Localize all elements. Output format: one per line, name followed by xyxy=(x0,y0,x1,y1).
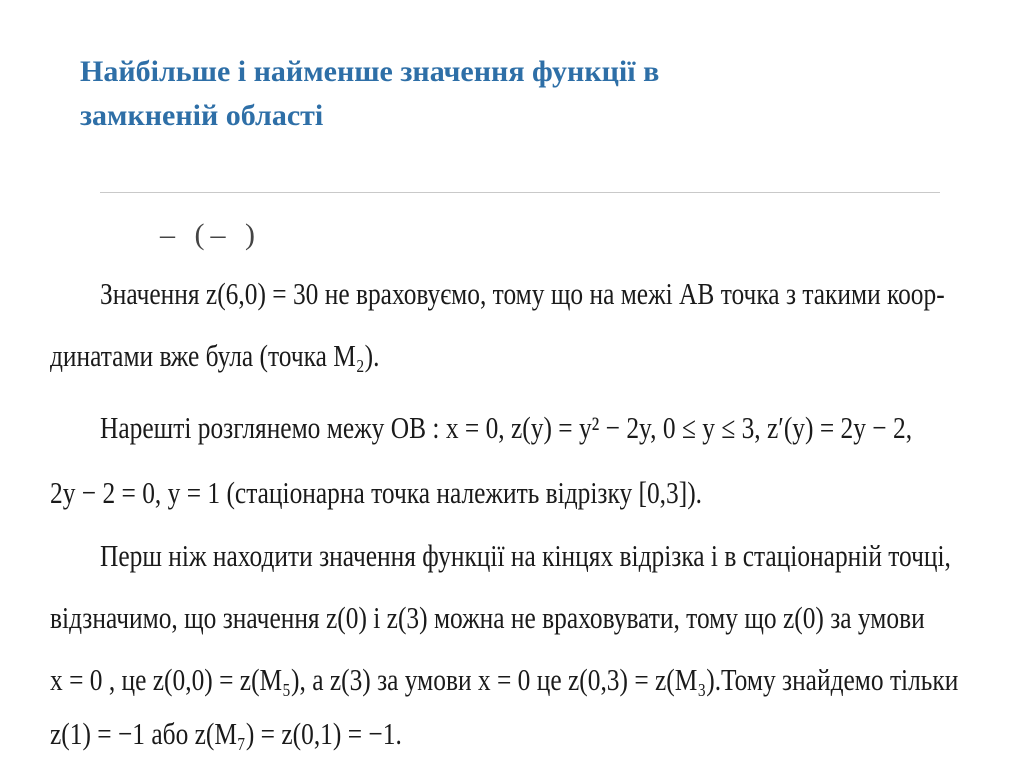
slide-title-line-1: Найбільше і найменше значення функції в xyxy=(80,55,660,88)
text-line-2: динатами вже була (точка M₂). xyxy=(50,338,380,373)
slide-title-line-2: замкненій області xyxy=(80,99,324,132)
text-line-1: Значення z(6,0) = 30 не враховуємо, тому що на межі AB точка з такими коор- xyxy=(100,276,945,311)
title-divider xyxy=(100,192,940,193)
text-line-7: x = 0 , це z(0,0) = z(M₅), а z(3) за умови x = 0 це z(0,3) = z(M₃).Тому знайдемо тільки xyxy=(50,662,959,697)
text-line-8: z(1) = −1 або z(M₇) = z(0,1) = −1. xyxy=(50,716,402,751)
slide-title xyxy=(80,50,940,138)
scanned-text-image xyxy=(50,218,980,756)
text-line-5: Перш ніж находити значення функції на кінцях відрізка і в стаціонарній точці, xyxy=(100,538,951,573)
cutoff-fragment: – (– ) xyxy=(160,218,261,251)
text-line-3: Нарешті розглянемо межу OB : x = 0, z(y) = y² − 2y, 0 ≤ y ≤ 3, z′(y) = 2y − 2, xyxy=(100,410,913,445)
text-line-6: відзначимо, що значення z(0) і z(3) можна не враховувати, тому що z(0) за умови xyxy=(50,600,925,635)
text-line-4: 2y − 2 = 0, y = 1 (стаціонарна точка належить відрізку [0,3]). xyxy=(50,475,703,510)
